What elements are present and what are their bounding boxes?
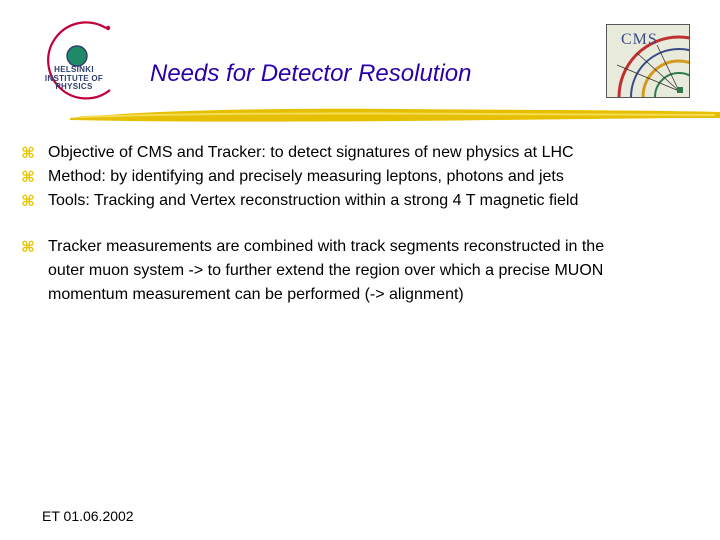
hip-logo-text (40, 66, 108, 92)
bullet-list (21, 141, 698, 307)
bullet-item (21, 189, 698, 213)
bullet-item (21, 141, 698, 165)
bullet-mark-icon: ⌘ (21, 238, 35, 256)
bullet-text-line: outer muon system -> to further extend the region over which a precise MUON (48, 262, 604, 279)
bullet-text-line: Tracker measurements are combined with track segments reconstructed in the (48, 238, 605, 255)
helsinki-institute-logo (36, 20, 118, 106)
cms-logo (606, 24, 690, 98)
footer-date: ET 01.06.2002 (42, 508, 134, 524)
bullet-mark-icon: ⌘ (21, 168, 35, 186)
hip-logo-line-2: INSTITUTE OF (44, 73, 104, 83)
bullet-text: Tools: Tracking and Vertex reconstruction within a strong 4 T magnetic field (48, 192, 579, 209)
bullet-text: Method: by identifying and precisely measuring leptons, photons and jets (48, 168, 564, 185)
bullet-gap (48, 213, 698, 235)
bullet-text-line: momentum measurement can be performed (-> alignment) (48, 286, 464, 303)
hip-logo-line-1: HELSINKI (54, 65, 94, 74)
slide-title: Needs for Detector Resolution (150, 60, 472, 87)
bullet-mark-icon: ⌘ (21, 144, 35, 162)
hip-logo-line-3: PHYSICS (55, 82, 93, 91)
bullet-item (21, 165, 698, 189)
bullet-text: Objective of CMS and Tracker: to detect signatures of new physics at LHC (48, 144, 574, 161)
title-underline-stroke (70, 104, 720, 130)
cms-logo-text: CMS (621, 31, 658, 48)
hip-logo-graphic (36, 20, 118, 106)
bullet-mark-icon: ⌘ (21, 192, 35, 210)
bullet-item-multiline (21, 235, 698, 307)
